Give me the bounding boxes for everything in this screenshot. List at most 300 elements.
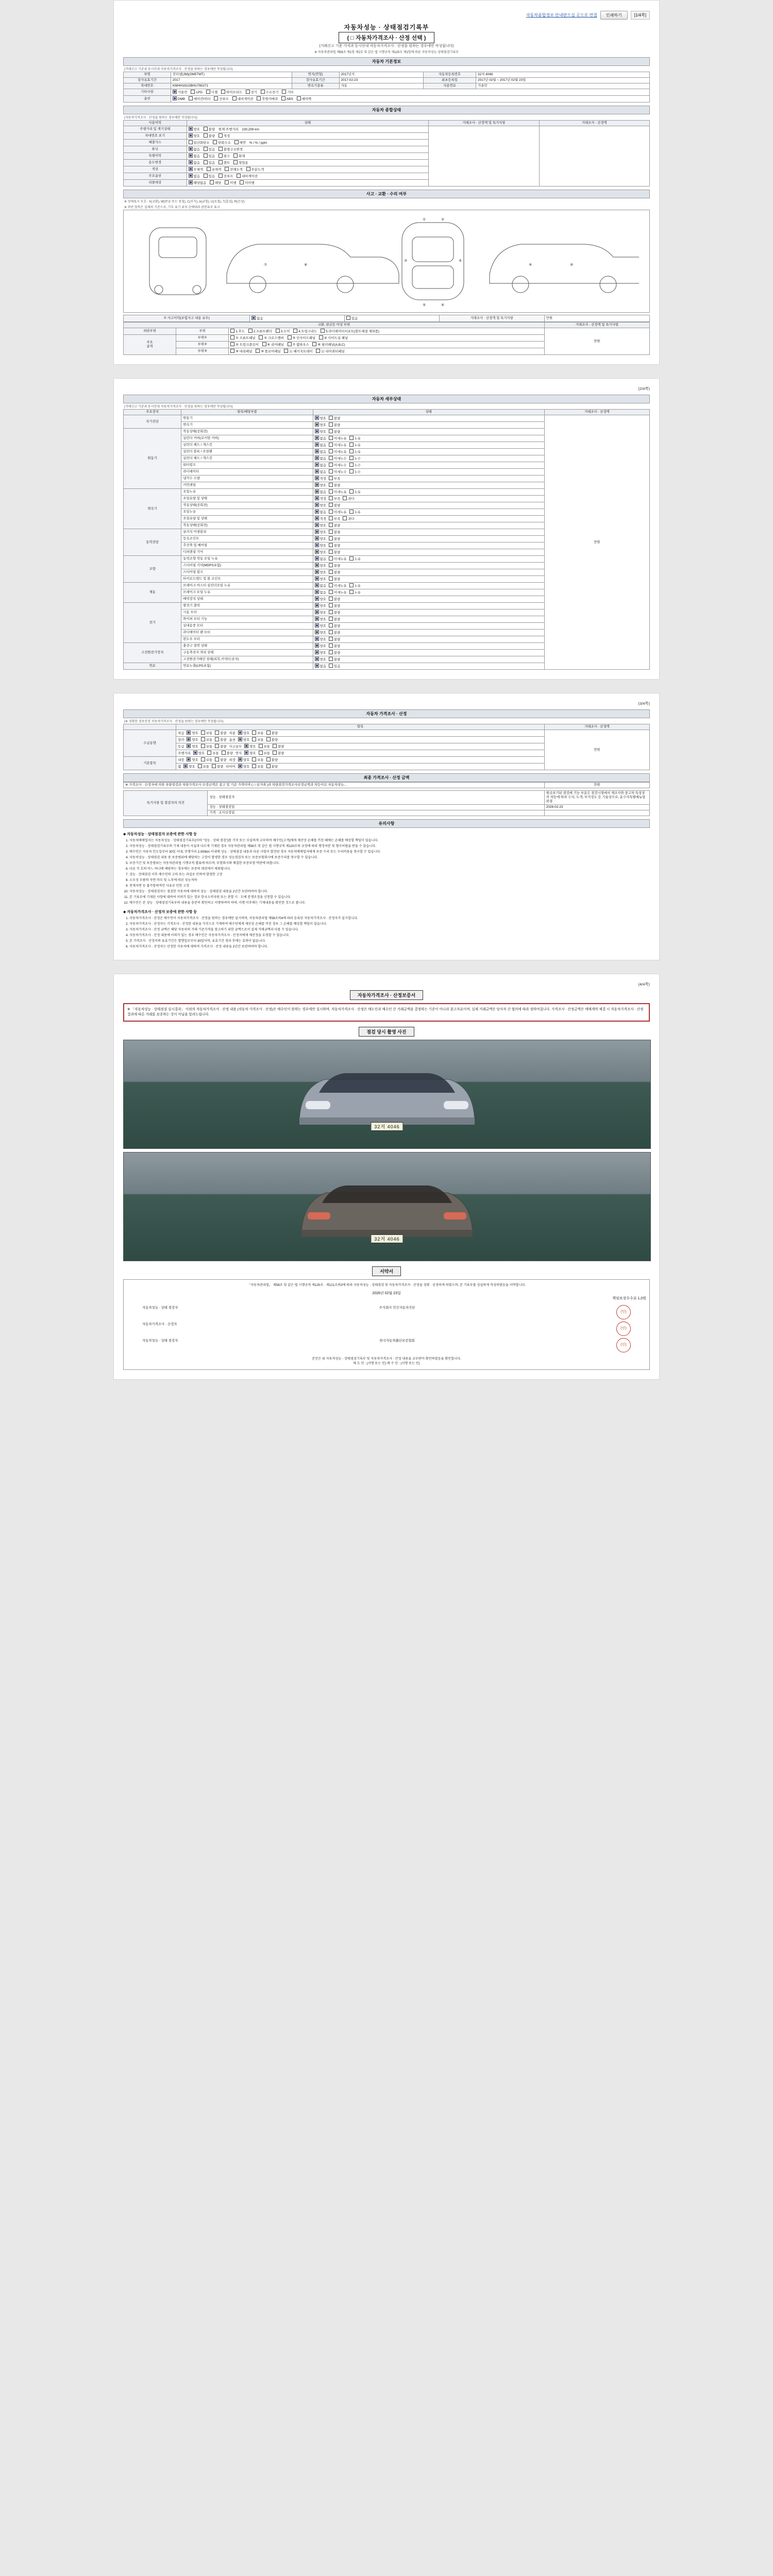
opt-fuel-3[interactable]: 하이브리드	[221, 90, 242, 95]
detail-options[interactable]	[313, 549, 544, 556]
print-button[interactable]: 인쇄하기	[600, 11, 628, 20]
row-label-5: 용도변경	[124, 160, 187, 166]
price-option[interactable]: 보통	[201, 757, 212, 762]
special-v-1: 2026-02-23	[544, 805, 649, 810]
detail-option[interactable]: 없음	[315, 556, 326, 562]
terms-item: 7. 성능 · 상태점검 이후 매수인의 고의 또는 과실로 인하여 발생한 고장	[129, 873, 650, 877]
detail-option[interactable]: 양호	[315, 610, 326, 615]
price-option[interactable]: 불량	[222, 751, 233, 756]
detail-options[interactable]	[313, 596, 544, 603]
label-year2: 검사유효기간	[124, 78, 171, 83]
detail-sub: 오일누유	[181, 489, 313, 496]
special-notes-table	[123, 790, 650, 816]
detail-option[interactable]: 양호	[315, 550, 326, 555]
price-option[interactable]: 양호	[238, 731, 249, 736]
label-fuel: 사용연료	[423, 83, 476, 89]
detail-option[interactable]: 적정	[315, 516, 326, 521]
detail-option[interactable]: 불량	[329, 416, 340, 421]
row-label-1: 차대번호 표기	[124, 133, 187, 140]
detail-option[interactable]: 미세누유	[329, 449, 347, 454]
oath-amount: 책임보장수수료 1,0원	[612, 1297, 646, 1301]
price-option[interactable]: 불량	[215, 757, 226, 762]
detail-option[interactable]: 불량	[329, 530, 340, 535]
page-badge: [1/4쪽]	[631, 11, 650, 20]
detail-option[interactable]: 불량	[329, 543, 340, 548]
label-firstreg: 최초등록일	[423, 78, 476, 83]
price-option[interactable]: 보통	[207, 751, 219, 756]
price-item-label: 휠	[178, 765, 181, 769]
price-right-amount: 만원	[544, 730, 649, 770]
detail-options[interactable]	[313, 502, 544, 509]
doc-law-note: ※ 자동차관리법 제58조 제1항 제2호 및 같은 법 시행규칙 제120조 제1항에 따른 자동차성능·상태점검기록부	[314, 51, 459, 54]
opt-acc-0[interactable]: DMB	[173, 96, 185, 101]
detail-options[interactable]	[313, 509, 544, 516]
price-option[interactable]: 양호	[183, 764, 195, 769]
detail-option[interactable]: 양호	[315, 623, 326, 629]
front-plate: 32저 4046	[371, 1122, 403, 1131]
photo-front	[123, 1040, 651, 1149]
price-option[interactable]: 불량	[215, 744, 226, 749]
detail-option[interactable]: 없음	[315, 489, 326, 495]
detail-option[interactable]: 양호	[315, 416, 326, 421]
detail-sub: 스티어링 기어(MDPS포함)	[181, 563, 313, 569]
row-label-0: 주행거리 및 계기상태	[124, 126, 187, 133]
detail-option[interactable]: 없음	[315, 583, 326, 588]
detail-option[interactable]: 부족	[329, 516, 340, 521]
detail-option[interactable]: 누유	[349, 556, 361, 562]
detail-option[interactable]: 양호	[315, 523, 326, 528]
price-option[interactable]: 양호	[187, 744, 198, 749]
row-opts-3[interactable]: 없음 있음 불법구조변경	[187, 146, 429, 153]
oath-footer2: 매 도 인 : (서명 또는 인) 매 수 인 : (서명 또는 인)	[353, 1362, 420, 1366]
detail-option[interactable]: 없음	[315, 456, 326, 461]
detail-sub: 작동상태(공회전)	[181, 429, 313, 435]
price-option[interactable]: 양호	[193, 751, 205, 756]
detail-options[interactable]	[313, 496, 544, 502]
detail-option[interactable]: 적정	[315, 496, 326, 501]
detail-options[interactable]	[313, 603, 544, 609]
oath-stamp-0: (인)	[616, 1305, 631, 1319]
terms-item: 4. 자동차가격조사 · 산정 내용에 이의가 있는 경우 매수인은 자동차가격조사 · 산정자에게 재산정을 요청할 수 있습니다.	[129, 934, 650, 938]
terms-item: 11. 본 기록부에 기재된 사항에 대하여 이의가 있는 경우 한국소비자원 또는 관할 시 · 도에 분쟁조정을 신청할 수 있습니다.	[129, 895, 650, 900]
page-3	[113, 693, 660, 960]
detail-options[interactable]	[313, 556, 544, 563]
detail-options[interactable]	[313, 469, 544, 476]
price-option[interactable]: 불량	[273, 751, 284, 756]
th-structure: 교환, 판금등 이상 부위	[124, 323, 545, 328]
opt-fuel-1[interactable]: LPG	[191, 90, 203, 95]
oath-role-2: 자동차성능 · 상태 점검자	[142, 1339, 178, 1343]
detail-options[interactable]	[313, 616, 544, 623]
value-year: 2017년식	[339, 72, 423, 78]
info-link[interactable]: 자동차종합정보 안내받으실 곳으로 연결	[526, 13, 597, 18]
special-v-2	[544, 810, 649, 816]
opt-fuel-0[interactable]: 가솔린	[173, 90, 188, 95]
th-detail-sub: 항목/해당부품	[181, 410, 313, 415]
price-option[interactable]: 양호	[238, 764, 249, 769]
price-option[interactable]: 불량	[215, 731, 226, 736]
detail-option[interactable]: 누유	[349, 443, 361, 448]
detail-option[interactable]: 양호	[315, 630, 326, 635]
struct-items-1[interactable]: ① 프론트패널 ② 크로스멤버 ③ 인사이드패널 ④ 사이드실 패널	[229, 335, 545, 342]
detail-option[interactable]: 미세누수	[329, 469, 347, 474]
opt-acc-5[interactable]: ABS	[281, 96, 293, 101]
final-price-table	[123, 782, 650, 788]
basic-info-table	[123, 72, 650, 103]
row-opts-7[interactable]: 없음 있음 선루프 내비게이션	[187, 173, 429, 180]
label-regno: 자동차등록번호	[423, 72, 476, 78]
svg-text:⑧: ⑧	[304, 263, 308, 267]
detail-sub: 실린더 커버(로커암 커버)	[181, 435, 313, 442]
opt-acc-6[interactable]: 에어백	[297, 96, 312, 101]
detail-option[interactable]: 양호	[315, 617, 326, 622]
detail-options[interactable]	[313, 422, 544, 429]
detail-options[interactable]	[313, 609, 544, 616]
price-cells[interactable]	[176, 743, 545, 750]
detail-option[interactable]: 미세누유	[329, 443, 347, 448]
detail-sub: 원동기	[181, 415, 313, 422]
detail-sub: 라디에이터	[181, 469, 313, 476]
detail-option[interactable]: 양호	[315, 543, 326, 548]
detail-options[interactable]	[313, 563, 544, 569]
detail-option[interactable]: 누유	[349, 449, 361, 454]
detail-option[interactable]: 없음	[315, 463, 326, 468]
section-price-title: 자동차 가격조사 · 산정	[123, 709, 650, 718]
detail-sub: 구동축전지 격리 상태	[181, 650, 313, 656]
price-option[interactable]: 불량	[212, 764, 223, 769]
price-item-label: 외장	[229, 758, 236, 762]
struct-items-3[interactable]: ⑨ 대쉬패널 ⑩ 플로어패널 ⑪ 패키지트레이 ⑫ 리어쿼터패널	[229, 348, 545, 355]
price-cells[interactable]	[176, 764, 545, 770]
section-final-title: 최종 가격조사 · 산정 금액	[123, 773, 650, 782]
price-cells[interactable]	[176, 750, 545, 757]
price-option[interactable]: 양호	[244, 744, 256, 749]
detail-sub: 오일누유	[181, 509, 313, 516]
detail-options[interactable]	[313, 522, 544, 529]
detail-options[interactable]	[313, 449, 544, 455]
detail-option[interactable]: 양호	[315, 570, 326, 575]
detail-option[interactable]: 과다	[343, 496, 354, 501]
struct-items-2[interactable]: ⑤ 트렁크플로어 ⑥ 리어패널 ⑦ 휠하우스 ⑧ 필러패널(A,B,C)	[229, 342, 545, 348]
opt-acc-2[interactable]: 선루프	[214, 96, 229, 101]
detail-row	[124, 415, 650, 422]
detail-option[interactable]: 양호	[315, 637, 326, 642]
struct-items-0[interactable]: 1.후드 2.프론트펜더 3.도어 4.트렁크리드 5.라디에이터서포트(볼트체결 제외품)	[229, 328, 545, 335]
detail-option[interactable]: 불량	[329, 570, 340, 575]
detail-option[interactable]: 양호	[315, 429, 326, 434]
row-opts-1[interactable]: 양호 불량 적정	[187, 133, 429, 140]
detail-option[interactable]: 없음	[315, 510, 326, 515]
detail-option[interactable]: 양호	[315, 483, 326, 488]
detail-option[interactable]: 양호	[315, 643, 326, 649]
detail-option[interactable]: 없음	[315, 590, 326, 595]
detail-option[interactable]: 불량	[329, 536, 340, 541]
detail-option[interactable]: 불량	[329, 610, 340, 615]
th-price-blank	[124, 724, 176, 730]
detail-option[interactable]: 양호	[315, 536, 326, 541]
detail-options[interactable]	[313, 569, 544, 576]
price-table	[123, 724, 650, 770]
detail-option[interactable]: 양호	[315, 597, 326, 602]
detail-option[interactable]: 불량	[329, 617, 340, 622]
price-cells[interactable]	[176, 737, 545, 743]
detail-options[interactable]	[313, 476, 544, 482]
opt-fuel-5[interactable]: 수소전기	[261, 90, 279, 95]
page-4	[113, 974, 660, 1380]
detail-option[interactable]: 불량	[329, 503, 340, 508]
row-opts-4[interactable]: 없음 있음 침수 화재	[187, 153, 429, 160]
detail-option[interactable]: 누유	[349, 510, 361, 515]
detail-option[interactable]: 불량	[329, 637, 340, 642]
detail-sub: 발전기 출력	[181, 603, 313, 609]
row-label-6: 색상	[124, 166, 187, 173]
detail-option[interactable]: 미세누유	[329, 583, 347, 588]
detail-option[interactable]: 미세누유	[329, 489, 347, 495]
detail-options[interactable]	[313, 516, 544, 522]
detail-option[interactable]: 있음	[329, 664, 340, 669]
price-item-label: 차종	[229, 732, 236, 735]
detail-options[interactable]	[313, 576, 544, 583]
detail-group-0: 자기진단	[124, 415, 181, 429]
detail-options[interactable]	[313, 643, 544, 650]
price-option[interactable]: 보통	[252, 731, 263, 736]
page-4-mark: (4/4쪽)	[638, 982, 650, 987]
detail-option[interactable]: 부족	[329, 476, 340, 481]
detail-option[interactable]: 양호	[315, 422, 326, 428]
price-option[interactable]: 보통	[259, 751, 270, 756]
detail-option[interactable]: 없음	[315, 449, 326, 454]
detail-option[interactable]: 누유	[349, 583, 361, 588]
detail-group-2: 변속기	[124, 489, 181, 529]
detail-options[interactable]	[313, 663, 544, 670]
price-option[interactable]: 보통	[252, 764, 263, 769]
detail-options[interactable]	[313, 630, 544, 636]
price-option[interactable]: 보통	[252, 757, 263, 762]
oath-role-0: 자동차성능 · 상태 점검자	[142, 1306, 178, 1310]
detail-options[interactable]	[313, 429, 544, 435]
detail-options[interactable]	[313, 529, 544, 536]
detail-sub: 실린더 블록 / 오일팬	[181, 449, 313, 455]
detail-option[interactable]: 양호	[315, 657, 326, 662]
detail-option[interactable]: 불량	[329, 597, 340, 602]
price-option[interactable]: 불량	[266, 764, 278, 769]
price-option[interactable]: 양호	[187, 757, 198, 762]
price-cells[interactable]	[176, 757, 545, 764]
price-option[interactable]: 보통	[259, 744, 270, 749]
label-inspect: 검사유효기간	[292, 78, 339, 83]
detail-option[interactable]: 누유	[349, 489, 361, 495]
terms-item: 1. 자동차매매업자는 자동차성능 · 상태점검기록부(이하 "성능 · 상태 점검")를 거짓 또는 부실하게 교부하여 매수인(고객)에게 재산상 손해를 끼친 때에는 손해를 배상할 책임이 있습니다.	[129, 839, 650, 843]
th-detail-state: 상태	[313, 410, 544, 415]
doc-subtitle: (거래신고 기준 가격과 동시안내 자동차가격조사 · 산정을 원하는 경우에만 작성됩니다)	[319, 44, 454, 48]
row-opts-0[interactable]: 양호 불량 현재 주행거리 230,206 km	[187, 126, 429, 133]
svg-text:⑤: ⑤	[423, 303, 426, 307]
detail-option[interactable]: 미세누수	[329, 463, 347, 468]
oath-name-0: 주식회사 민간자동차진단	[379, 1306, 415, 1310]
opt-acc-4[interactable]: 후방카메라	[257, 96, 278, 101]
detail-group-5: 제동	[124, 583, 181, 603]
row-opts-6[interactable]: 무채색 유채색 전체도색 부분도색	[187, 166, 429, 173]
row-label-2: 배출가스	[124, 140, 187, 146]
price-option[interactable]: 불량	[273, 744, 284, 749]
section-ownership-note: (자동차가격조사 · 산정을 원하는 경우에만 작성됩니다)	[124, 116, 197, 120]
detail-option[interactable]: 양호	[315, 603, 326, 608]
row-opts-8[interactable]: 해당없음 해당 이행 미이행	[187, 180, 429, 187]
opt-fuel-2[interactable]: 디젤	[206, 90, 217, 95]
detail-option[interactable]: 없음	[315, 436, 326, 441]
price-option[interactable]: 보통	[252, 737, 263, 742]
detail-option[interactable]: 불량	[329, 577, 340, 582]
opt-fuel-4[interactable]: 전기	[246, 90, 257, 95]
detail-options[interactable]	[313, 583, 544, 589]
detail-sub: 브레이크 오일 누유	[181, 589, 313, 596]
detail-option[interactable]: 미세누유	[329, 436, 347, 441]
value-inspect: 2017-02-23	[339, 78, 423, 83]
detail-options[interactable]	[313, 623, 544, 630]
struct-pos-1: 주요 골격	[124, 335, 176, 355]
price-option[interactable]: 양호	[187, 737, 198, 742]
detail-option[interactable]: 불량	[329, 630, 340, 635]
detail-option[interactable]: 미세누유	[329, 590, 347, 595]
price-option[interactable]: 양호	[238, 737, 249, 742]
price-option[interactable]: 양호	[238, 757, 249, 762]
detail-option[interactable]: 부족	[329, 496, 340, 501]
detail-option[interactable]: 없음	[315, 443, 326, 448]
terms-item: 9. 천재지변 등 불가항력적인 사유로 인한 고장	[129, 884, 650, 889]
detail-option[interactable]: 없음	[315, 664, 326, 669]
detail-group-1: 원동기	[124, 429, 181, 489]
detail-option[interactable]: 불량	[329, 563, 340, 568]
oath-role-1: 자동차가격조사 · 산정자	[142, 1323, 177, 1327]
price-option[interactable]: 보통	[201, 731, 212, 736]
detail-options[interactable]	[313, 415, 544, 422]
accident-opt-none[interactable]: 없음	[250, 315, 345, 322]
detail-sub: 실린더 헤드 / 개스킷	[181, 442, 313, 449]
detail-sub: 스티어링 펌프	[181, 569, 313, 576]
price-option[interactable]: 양호	[244, 751, 256, 756]
detail-option[interactable]: 누유	[349, 436, 361, 441]
detail-sub: 워터펌프	[181, 462, 313, 469]
price-option[interactable]: 불량	[215, 737, 226, 742]
special-k-2: 가격 · 조사산정일	[208, 810, 544, 816]
detail-option[interactable]: 미세누수	[329, 456, 347, 461]
section-price-note: (※ 정확한 정보산정 자동차가격조사 · 산정을 원하는 경우에만 작성됩니다)	[124, 720, 224, 723]
detail-option[interactable]: 불량	[329, 650, 340, 655]
detail-option[interactable]: 양호	[315, 563, 326, 568]
row-opts-5[interactable]: 없음 있음 렌트 영업용	[187, 160, 429, 166]
detail-options[interactable]	[313, 435, 544, 442]
detail-option[interactable]: 불량	[329, 483, 340, 488]
price-option[interactable]: 보통	[201, 744, 212, 749]
svg-text:①: ①	[423, 218, 426, 222]
accident-opt-yes[interactable]: 있음	[344, 315, 439, 322]
detail-options[interactable]	[313, 650, 544, 656]
opt-acc-3[interactable]: 내비게이션	[232, 96, 254, 101]
price-option[interactable]: 불량	[266, 731, 278, 736]
detail-sub: 고전원전기배선 상태(피복,커넥터,단자)	[181, 656, 313, 663]
oath-stamp-2: (인)	[616, 1338, 631, 1352]
detail-options[interactable]	[313, 462, 544, 469]
detail-options[interactable]	[313, 442, 544, 449]
detail-option[interactable]: 미세누유	[329, 556, 347, 562]
oath-sign-1	[127, 1320, 646, 1337]
detail-option[interactable]: 누수	[349, 463, 361, 468]
detail-option[interactable]: 미세누유	[329, 510, 347, 515]
label-options: 옵션	[124, 96, 171, 103]
row-opts-2[interactable]: 일산화탄소 탄화수소 매연 % / % / ppm	[187, 140, 429, 146]
detail-options[interactable]	[313, 656, 544, 663]
photo-section-title: 점검 당시 촬영 사진	[359, 1027, 414, 1037]
price-cells[interactable]	[176, 730, 545, 737]
detail-options[interactable]	[313, 482, 544, 489]
detail-option[interactable]: 불량	[329, 523, 340, 528]
price-option[interactable]: 보통	[201, 737, 212, 742]
detail-option[interactable]: 불량	[329, 657, 340, 662]
page-1	[113, 0, 660, 365]
opt-acc-1[interactable]: 에어컨/히터	[189, 96, 211, 101]
terms-item: 3. 자동차가격조사 · 산정 금액은 해당 자동차의 거래 기준가격을 참고하기 위한 금액으로서 실제 거래금액과 다를 수 있습니다.	[129, 928, 650, 933]
oath-sign-0	[127, 1304, 646, 1320]
detail-options[interactable]	[313, 489, 544, 496]
detail-option[interactable]: 적정	[315, 476, 326, 481]
section-basic-note: (거래신고 기준과 동시안내 자동차가격조사 · 산정을 원하는 경우에만 작성됩니다)	[124, 68, 233, 71]
price-group: 수급동향	[124, 730, 176, 757]
label-year: 연식(연형)	[292, 72, 339, 78]
opt-fuel-6[interactable]: 기타	[282, 90, 293, 95]
topbar	[123, 8, 650, 22]
accident-note-1: ※ 상태표시 부호 : X(교환), W(판금 또는 용접), C(부식), A(긁힘), U(요철), T(흠집), R(손상)	[124, 200, 245, 204]
oath-title: 서약서	[372, 1266, 401, 1276]
detail-options[interactable]	[313, 636, 544, 643]
detail-option[interactable]: 양호	[315, 650, 326, 655]
detail-option[interactable]: 불량	[329, 550, 340, 555]
detail-option[interactable]: 누수	[349, 456, 361, 461]
detail-sub: 실내송풍 모터	[181, 623, 313, 630]
detail-option[interactable]: 누유	[349, 590, 361, 595]
detail-option[interactable]: 누수	[349, 469, 361, 474]
price-option[interactable]: 양호	[187, 731, 198, 736]
price-option[interactable]: 보통	[198, 764, 209, 769]
detail-option[interactable]: 과다	[343, 516, 354, 521]
page-2-mark: (2/4쪽)	[638, 386, 650, 391]
detail-options[interactable]	[313, 543, 544, 549]
price-option[interactable]: 불량	[266, 737, 278, 742]
detail-option[interactable]: 불량	[329, 422, 340, 428]
section-ownership-title: 자동차 종합상태	[123, 106, 650, 114]
detail-option[interactable]: 불량	[329, 623, 340, 629]
ownership-table	[123, 120, 650, 187]
detail-sub: 작동상태(공회전)	[181, 502, 313, 509]
accident-right-amount: 만원	[544, 315, 649, 322]
detail-option[interactable]: 불량	[329, 429, 340, 434]
guarantee-title: 자동차가격조사 · 산정보증서	[350, 990, 423, 1000]
detail-option[interactable]: 불량	[329, 603, 340, 608]
price-option[interactable]: 불량	[266, 757, 278, 762]
detail-options[interactable]	[313, 589, 544, 596]
detail-option[interactable]: 양호	[315, 577, 326, 582]
detail-sub: 작동상태(공회전)	[181, 522, 313, 529]
detail-options[interactable]	[313, 536, 544, 543]
price-item-label: 컬러	[178, 738, 184, 742]
detail-option[interactable]: 없음	[315, 469, 326, 474]
detail-option[interactable]: 양호	[315, 503, 326, 508]
detail-option[interactable]: 양호	[315, 530, 326, 535]
price-item-label: 타이어	[226, 765, 236, 769]
detail-option[interactable]: 불량	[329, 643, 340, 649]
th-structure-right: 거래조사 · 산정액 및 특기사항	[544, 323, 649, 328]
right-amount	[539, 126, 649, 187]
detail-options[interactable]	[313, 455, 544, 462]
